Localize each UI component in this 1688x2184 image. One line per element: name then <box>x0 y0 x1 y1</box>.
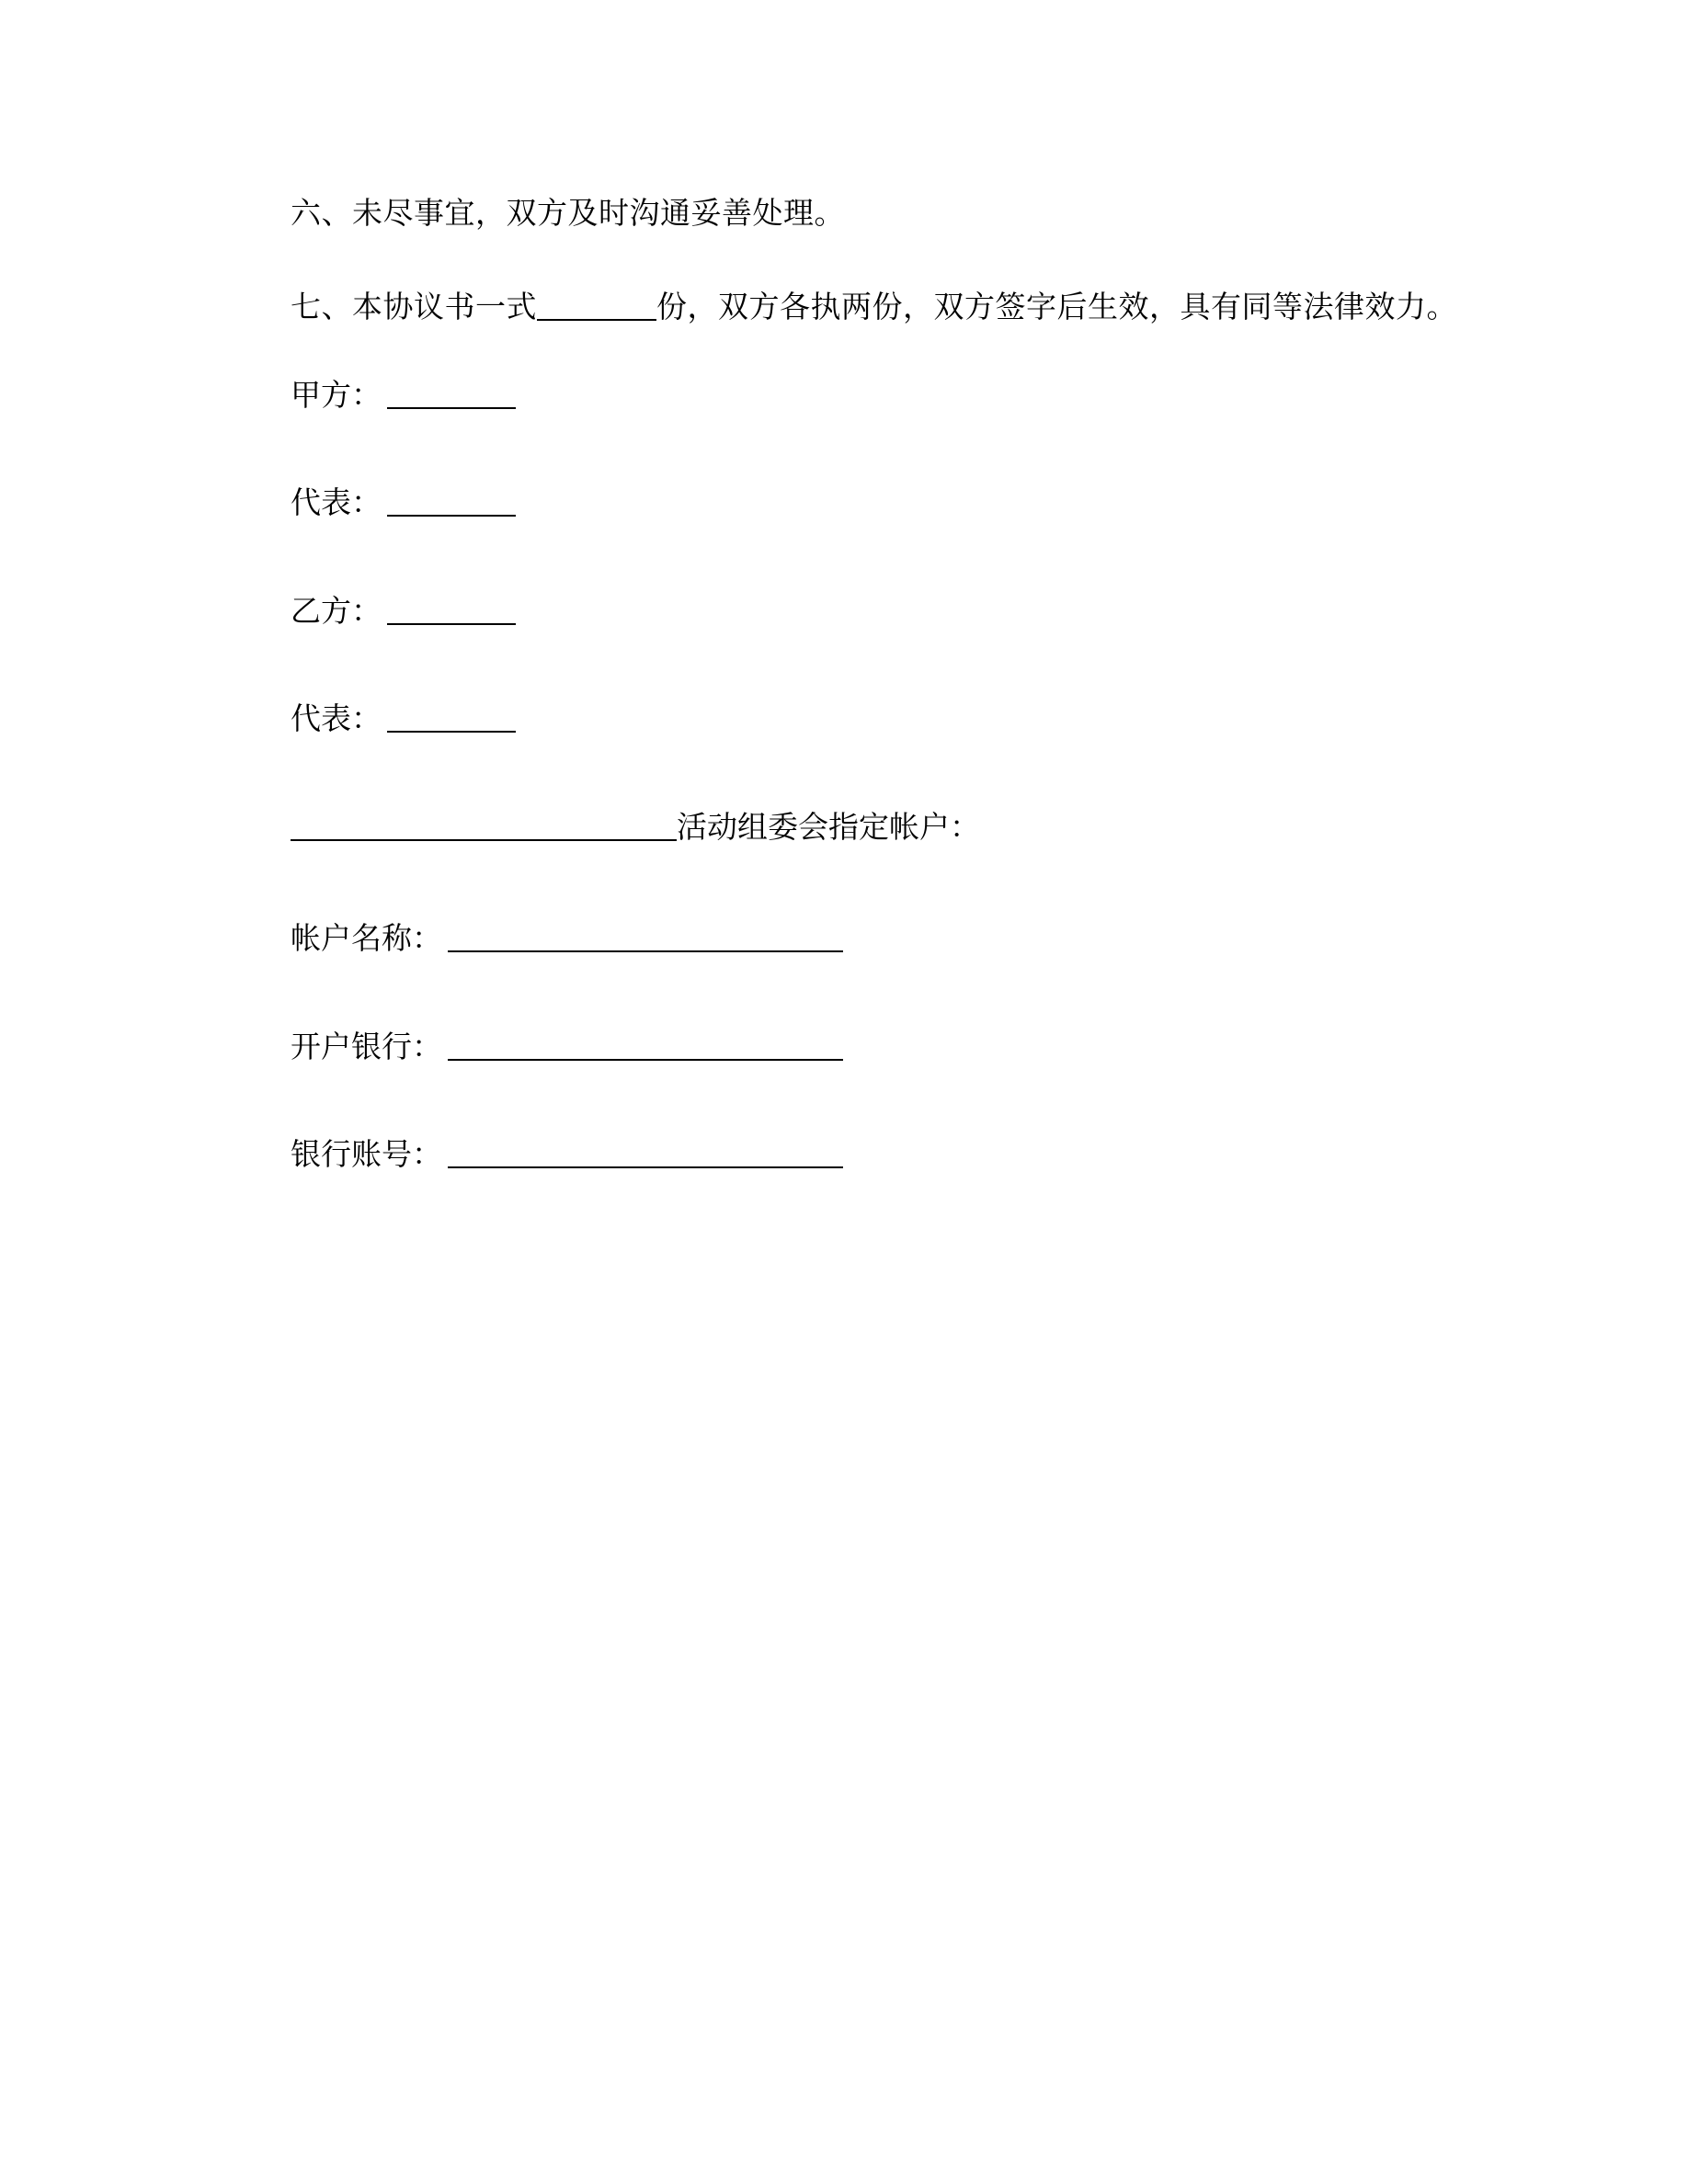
signature-party-a-label: 甲方： <box>291 376 382 413</box>
clause-seven-suffix: 份，双方各执两份，双方签字后生效，具有同等法律效力。 <box>656 289 1457 325</box>
signature-party-b-label: 乙方： <box>291 592 382 629</box>
top-spacer <box>230 156 1458 184</box>
account-number-row <box>230 1132 1458 1177</box>
designated-account-heading <box>230 804 1458 850</box>
signature-party-a-blank[interactable] <box>387 407 516 409</box>
clause-seven-prefix: 七、本协议书一式 <box>291 289 537 325</box>
account-name-label: 帐户名称： <box>291 920 442 957</box>
account-number-blank[interactable] <box>448 1166 843 1168</box>
clause-six-text: 六、未尽事宜，双方及时沟通妥善处理。 <box>291 195 845 231</box>
designated-account-heading-text: 活动组委会指定帐户： <box>677 808 980 845</box>
signature-party-b-rep-label: 代表： <box>291 700 382 737</box>
clause-seven <box>230 278 1458 336</box>
signature-party-b-blank[interactable] <box>387 623 516 625</box>
signature-party-b-rep <box>230 696 1458 742</box>
signature-party-b <box>230 588 1458 634</box>
account-bank-label: 开户银行： <box>291 1028 442 1064</box>
signature-party-a <box>230 372 1458 418</box>
clause-six <box>230 184 1458 243</box>
account-name-row <box>230 916 1458 961</box>
signature-party-a-rep-blank[interactable] <box>387 515 516 517</box>
signature-party-b-rep-blank[interactable] <box>387 731 516 733</box>
organizer-name-blank[interactable] <box>291 839 677 841</box>
account-bank-row <box>230 1024 1458 1070</box>
account-bank-blank[interactable] <box>448 1059 843 1061</box>
signature-party-a-rep <box>230 480 1458 526</box>
copies-count-blank[interactable] <box>537 319 656 321</box>
signature-party-a-rep-label: 代表： <box>291 484 382 521</box>
account-number-label: 银行账号： <box>291 1136 442 1173</box>
account-name-blank[interactable] <box>448 950 843 952</box>
